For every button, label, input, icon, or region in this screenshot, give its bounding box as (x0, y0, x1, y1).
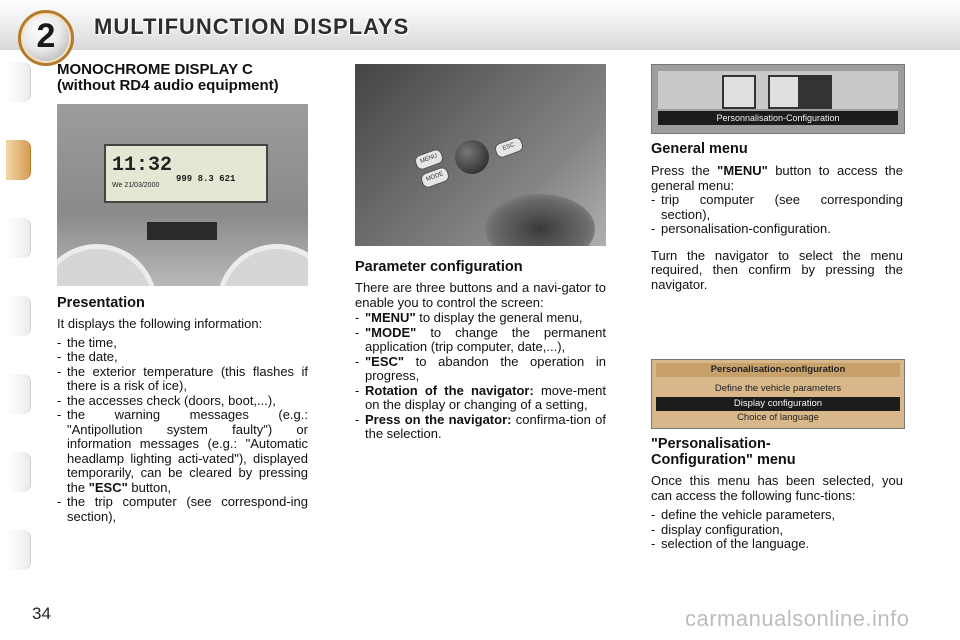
general-menu-list (651, 193, 903, 237)
list-item-tail: button, (127, 479, 172, 495)
chapter-tabs (0, 62, 34, 582)
list-item (355, 326, 606, 355)
list-item: - the trip computer (see correspond-ing section), (57, 495, 308, 524)
page-number: 34 (32, 604, 51, 623)
list-item: - selection of the language. (651, 537, 903, 552)
parameter-heading: Parameter configuration (355, 259, 523, 275)
presentation-intro: It displays the following information: (57, 316, 263, 331)
list-item (355, 384, 606, 413)
display-date: We 21/03/2000 (112, 182, 160, 189)
section-title-line1: MONOCHROME DISPLAY C (57, 61, 253, 78)
esc-label: "ESC" (88, 479, 128, 495)
esc-button-photo: ESC (493, 136, 524, 160)
watermark: carmanualsonline.info (685, 606, 910, 631)
chapter-tab-6[interactable] (6, 452, 31, 492)
list-item: - the date, (57, 350, 308, 365)
list-item (57, 408, 308, 495)
trip-computer-icon (722, 75, 756, 109)
list-item (355, 311, 606, 326)
dashboard-slot (147, 222, 217, 240)
right-air-vent (217, 244, 308, 286)
menu-label: "MENU" (365, 310, 416, 325)
personalisation-heading-line1: "Personalisation- (651, 436, 771, 452)
list-item: - the exterior temperature (this flashes if there is a risk of ice), (57, 365, 308, 394)
menu-icons-area (658, 71, 898, 109)
list-item: - the accesses check (doors, boot,...), (57, 394, 308, 409)
presentation-heading: Presentation (57, 295, 145, 311)
menu-label: "MENU" (717, 163, 768, 178)
presentation-list (57, 336, 308, 525)
chapter-tab-2-active[interactable] (6, 140, 31, 180)
lcd-row-display-configuration: Display configuration (656, 397, 900, 411)
parameter-section (355, 259, 606, 442)
rotation-label: Rotation of the navigator: (365, 382, 534, 398)
parameter-intro: There are three buttons and a navi-gator to enable you to control the screen: (355, 280, 606, 310)
mode-button-photo: MODE (419, 166, 450, 190)
display-photo (57, 104, 308, 286)
press-label: Press on the navigator: (365, 411, 512, 427)
list-item-text: the warning messages (e.g.: "Antipollution system faulty") or information messages (e.g.: "Automatic headlamp lighting acti-vated"), displayed temporarily, can be cleared by pressing the (67, 407, 308, 495)
display-clock: 11:32 (112, 154, 173, 177)
list-item-text: confirma-tion of the selection. (365, 411, 606, 441)
list-item-text: move-ment on the display or changing of a setting, (365, 382, 606, 412)
personalisation-heading-line2: Configuration" menu (651, 452, 796, 468)
settings-icon (798, 75, 832, 109)
chapter-tab-7[interactable] (6, 530, 31, 570)
chapter-tab-1[interactable] (6, 62, 31, 102)
general-menu-section (651, 141, 903, 292)
list-item (355, 413, 606, 442)
list-item-text: to abandon the operation in progress, (365, 353, 606, 383)
presentation-section (57, 295, 308, 524)
mode-label: "MODE" (365, 324, 417, 340)
control-buttons-photo (355, 64, 606, 246)
list-item: - personalisation-configuration. (651, 222, 903, 237)
personalisation-screen (651, 359, 905, 429)
personalisation-list (651, 508, 903, 552)
list-item (355, 355, 606, 384)
display-values: 999 8.3 621 (176, 174, 236, 184)
intro-text: Press the (651, 163, 718, 178)
list-item: - define the vehicle parameters, (651, 508, 903, 523)
list-item-text: to change the permanent application (trip computer, date,...), (365, 324, 606, 354)
intro-text-tail: button to access the general menu: (651, 163, 903, 193)
chapter-number: 2 (36, 17, 56, 55)
general-menu-heading: General menu (651, 141, 748, 157)
lcd-title: Personalisation-configuration (656, 363, 900, 377)
cup-holder (485, 194, 595, 246)
list-item: - trip computer (see corresponding section), (651, 193, 903, 222)
page-title: MULTIFUNCTION DISPLAYS (94, 14, 410, 39)
list-item: - the time, (57, 336, 308, 351)
navigator-knob (455, 140, 489, 174)
selected-menu-bar: Personnalisation-Configuration (658, 111, 898, 125)
menu-button-photo: MENU (413, 148, 444, 172)
general-menu-intro (651, 164, 903, 193)
esc-label: "ESC" (365, 353, 405, 369)
list-item: - display configuration, (651, 523, 903, 538)
list-item-text: to display the general menu, (415, 310, 583, 325)
chapter-tab-5[interactable] (6, 374, 31, 414)
section-title-line2: (without RD4 audio equipment) (57, 77, 279, 94)
page-header (0, 0, 960, 55)
general-menu-screen (651, 64, 905, 134)
chapter-tab-3[interactable] (6, 218, 31, 258)
personalisation-section (651, 436, 903, 552)
parameter-list (355, 311, 606, 442)
chapter-tab-4[interactable] (6, 296, 31, 336)
display-screen (104, 144, 268, 203)
lcd-row-vehicle-parameters: Define the vehicle parameters (714, 383, 842, 394)
fuel-pump-icon (768, 75, 802, 109)
navigator-instruction: Turn the navigator to select the menu required, then confirm by pressing the navigator. (651, 247, 903, 292)
left-column (57, 62, 308, 94)
left-air-vent (57, 244, 157, 286)
chapter-badge (18, 10, 74, 66)
personalisation-intro: Once this menu has been selected, you can access the following func-tions: (651, 473, 903, 503)
lcd-row-language: Choice of language (737, 412, 819, 423)
